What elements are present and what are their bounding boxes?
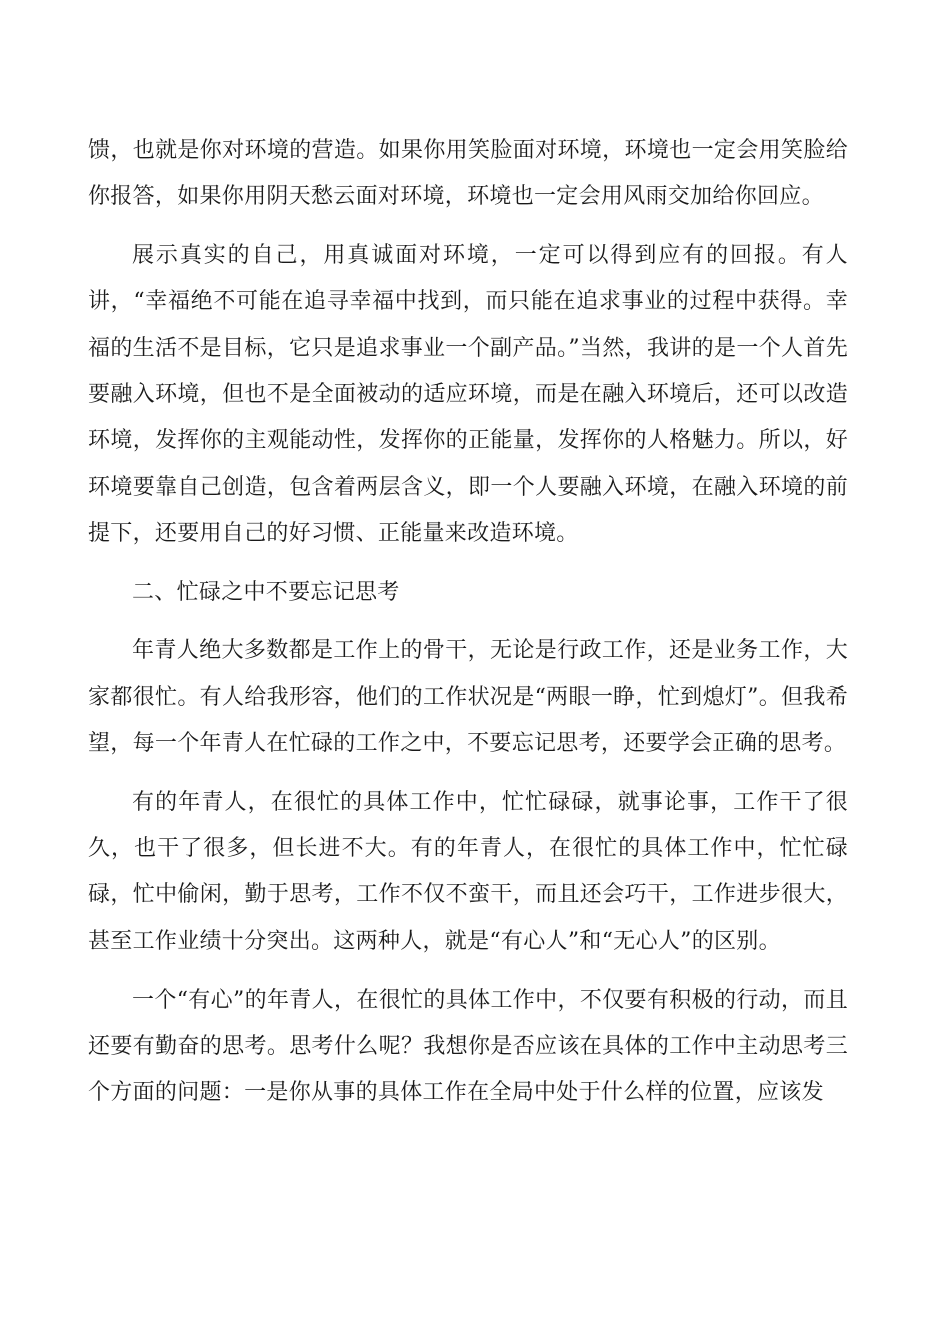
paragraph: 有的年青人，在很忙的具体工作中，忙忙碌碌，就事论事，工作干了很久，也干了很多，但长进不大。有的年青人，在很忙的具体工作中，忙忙碌碌，忙中偷闲，勤于思考，工作不仅不蛮干，而且还会巧干，工作进步很大，甚至工作业绩十分突出。这两种人，就是“有心人”和“无心人”的区别。 bbox=[88, 789, 848, 954]
paragraph: 一个“有心”的年青人，在很忙的具体工作中，不仅要有积极的行动，而且还要有勤奋的思考。思考什么呢？我想你是否应该在具体的工作中主动思考三个方面的问题：一是你从事的具体工作在全局中处于什么样的位置，应该发 bbox=[88, 987, 848, 1106]
paragraph-continuation: 馈，也就是你对环境的营造。如果你用笑脸面对环境，环境也一定会用笑脸给你报答，如果你用阴天愁云面对环境，环境也一定会用风雨交加给你回应。 bbox=[88, 138, 848, 210]
paragraph: 展示真实的自己，用真诚面对环境，一定可以得到应有的回报。有人讲，“幸福绝不可能在追寻幸福中找到，而只能在追求事业的过程中获得。幸福的生活不是目标，它只是追求事业一个副产品。”当然，我讲的是一个人首先要融入环境，但也不是全面被动的适应环境，而是在融入环境后，还可以改造环境，发挥你的主观能动性，发挥你的正能量，发挥你的人格魅力。所以，好环境要靠自己创造，包含着两层含义，即一个人要融入环境，在融入环境的前提下，还要用自己的好习惯、正能量来改造环境。 bbox=[88, 243, 848, 546]
section-heading: 二、忙碌之中不要忘记思考 bbox=[132, 579, 400, 605]
document-body bbox=[88, 128, 848, 1129]
paragraph: 年青人绝大多数都是工作上的骨干，无论是行政工作，还是业务工作，大家都很忙。有人给我形容，他们的工作状况是“两眼一睁，忙到熄灯”。但我希望，每一个年青人在忙碌的工作之中，不要忘记思考，还要学会正确的思考。 bbox=[88, 638, 848, 757]
